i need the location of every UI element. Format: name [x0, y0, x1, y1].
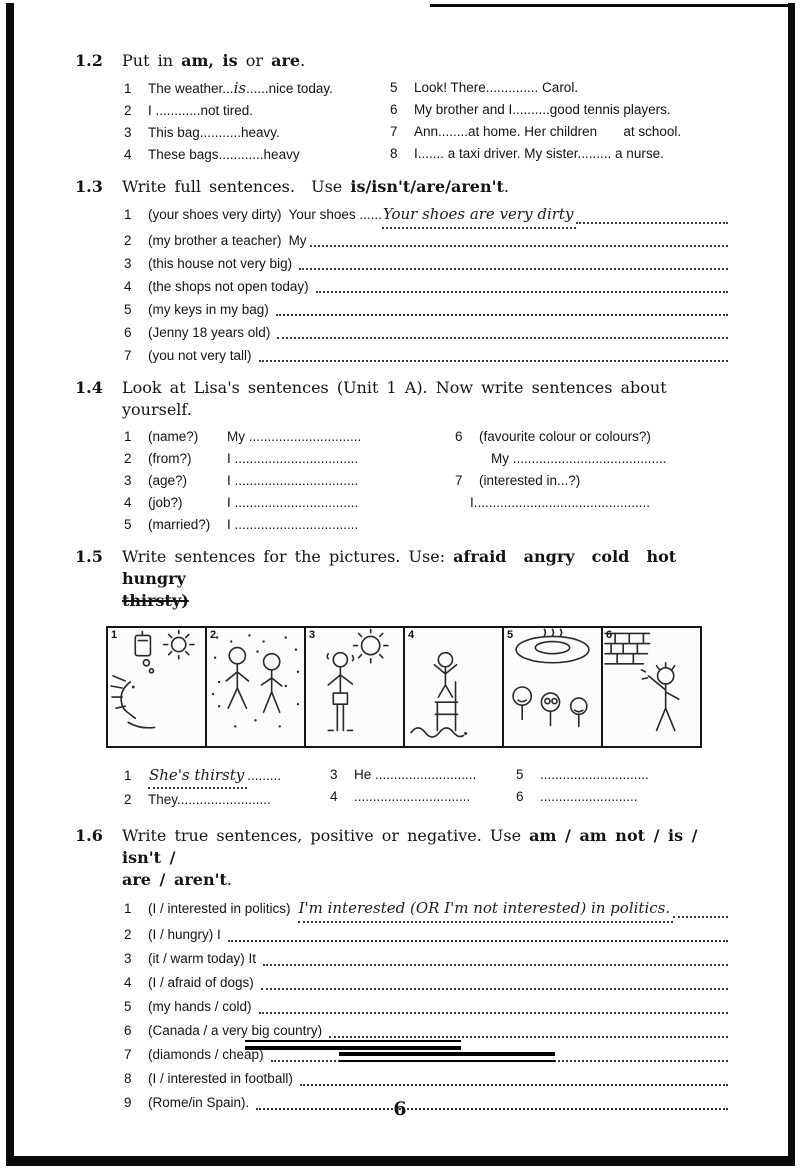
- item-number: 4: [124, 975, 132, 990]
- picture-cold-people: [207, 628, 306, 746]
- item-prompt: (age?): [148, 473, 188, 488]
- handwritten-answer: She's thirsty: [148, 764, 247, 789]
- handwritten-answer: Your shoes are very dirty: [382, 203, 577, 229]
- picture-strip: [106, 626, 702, 748]
- answer-line: I...............................................: [470, 495, 651, 510]
- dotted-answer-line: [263, 964, 728, 966]
- exercise-1-5: [75, 546, 728, 811]
- item-prompt: (from?): [148, 451, 192, 466]
- item-number: 2: [124, 103, 132, 118]
- cold-drawing: [207, 628, 304, 746]
- item-text: Look! There.............. Carol.: [414, 80, 579, 95]
- item-number: 2: [124, 792, 132, 807]
- answer-line: I .................................: [227, 473, 359, 488]
- exercise-item: [390, 121, 728, 143]
- item-prompt: (favourite colour or colours?): [479, 429, 651, 444]
- answer-line: My ..............................: [227, 429, 362, 444]
- item-text: My brother and I..........good tennis players.: [414, 102, 671, 117]
- exercise-1-3: [75, 176, 728, 367]
- picture-angry-man-at-wall: [603, 628, 700, 746]
- dotted-answer-line: [259, 360, 728, 362]
- item-number: 5: [124, 302, 132, 317]
- answer-line: I .................................: [227, 517, 359, 532]
- item-number: 3: [124, 256, 132, 271]
- item-text: They.........................: [148, 792, 271, 807]
- exercise-item: [124, 321, 728, 344]
- panel-number: 4: [408, 629, 415, 641]
- item-prompt: (this house not very big): [148, 256, 293, 271]
- item-text: ...............................: [354, 789, 471, 804]
- item-number: 3: [124, 951, 132, 966]
- item-number: 1: [124, 429, 132, 444]
- panel-number: 5: [507, 629, 514, 641]
- item-text: The weather...is......nice today.: [148, 79, 333, 97]
- item-number: 2: [124, 233, 132, 248]
- exercise-item: [390, 99, 728, 121]
- item-text: .........: [247, 768, 282, 783]
- item-number: 7: [455, 473, 463, 488]
- exercise-item: [124, 1067, 728, 1091]
- item-number: 9: [124, 1095, 132, 1110]
- exercise-item: [124, 448, 446, 470]
- crossed-out-word: thirsty): [122, 591, 189, 610]
- item-prompt: (Canada / a very big country): [148, 1023, 323, 1038]
- dotted-answer-line: [300, 1084, 728, 1086]
- exercise-item: [124, 100, 390, 122]
- item-number: 6: [124, 1023, 132, 1038]
- exercise-item: [124, 252, 728, 275]
- item-text: .............................: [540, 767, 649, 782]
- exercise-1-2: [75, 50, 728, 166]
- dotted-answer-line: [576, 222, 728, 224]
- item-prompt: (your shoes very dirty): [148, 207, 282, 222]
- panel-number: 1: [111, 629, 118, 641]
- item-prompt: (married?): [148, 517, 211, 532]
- exercise-item: [124, 144, 390, 166]
- decorative-rule-bottom: [339, 1052, 555, 1062]
- item-prompt: (I / interested in politics): [148, 901, 291, 916]
- exercise-item: [124, 995, 728, 1019]
- picture-answers: [124, 764, 728, 811]
- panel-number: 2: [210, 629, 217, 641]
- exercise-item: [455, 492, 728, 514]
- item-number: 7: [390, 124, 398, 139]
- panel-number: 3: [309, 629, 316, 641]
- item-number: 3: [124, 125, 132, 140]
- item-prompt: (I / afraid of dogs): [148, 975, 254, 990]
- exercise-title: Write full sentences. Use is/isn't/are/aren't.: [122, 177, 509, 196]
- item-number: 4: [124, 279, 132, 294]
- item-prompt: (I / interested in football): [148, 1071, 293, 1086]
- item-prompt: (job?): [148, 495, 183, 510]
- item-number: 2: [124, 927, 132, 942]
- item-number: 5: [124, 517, 132, 532]
- picture-afraid-woman-on-chair: [405, 628, 504, 746]
- item-prompt: (it / warm today) It: [148, 951, 257, 966]
- picture-hot-man: [306, 628, 405, 746]
- exercise-item: [516, 764, 728, 786]
- dotted-answer-line: [259, 1012, 728, 1014]
- item-number: 6: [124, 325, 132, 340]
- item-number: 4: [330, 789, 338, 804]
- answer-line: I .................................: [227, 451, 359, 466]
- exercise-item: [330, 764, 516, 786]
- exercise-number: 1.4: [75, 378, 103, 397]
- item-number: 8: [124, 1071, 132, 1086]
- dotted-answer-line: [299, 268, 728, 270]
- item-number: 3: [124, 473, 132, 488]
- hot-drawing: [306, 628, 403, 746]
- picture-hungry-family: [504, 628, 603, 746]
- exercise-1-4: [75, 377, 728, 536]
- exercise-item: [124, 492, 446, 514]
- exercise-item: [124, 896, 728, 923]
- item-text: ..........................: [540, 789, 638, 804]
- scan-border-bottom: [6, 1156, 795, 1166]
- item-number: 6: [455, 429, 463, 444]
- exercise-item: [455, 426, 728, 448]
- exercise-item: [124, 947, 728, 971]
- item-number: 7: [124, 1047, 132, 1062]
- item-number: 3: [330, 767, 338, 782]
- item-prompt: (my keys in my bag): [148, 302, 269, 317]
- answer-line: I .................................: [227, 495, 359, 510]
- dotted-answer-line: [310, 245, 728, 247]
- exercise-title: Look at Lisa's sentences (Unit 1 A). Now write sentences about yourself.: [122, 378, 675, 419]
- exercise-title: Write sentences for the pictures. Use: afraid angry cold hot hungry thirsty): [122, 547, 694, 610]
- exercise-number: 1.3: [75, 177, 103, 196]
- dotted-answer-line: [276, 314, 728, 316]
- item-number: 4: [124, 495, 132, 510]
- item-number: 1: [124, 901, 132, 916]
- exercise-number: 1.2: [75, 51, 103, 70]
- item-prompt: (diamonds / cheap): [148, 1047, 264, 1062]
- picture-thirsty-woman: [108, 628, 207, 746]
- exercise-item: [124, 203, 728, 229]
- exercise-1-6: [75, 825, 728, 1115]
- decorative-rule-top: [245, 1040, 461, 1050]
- panel-number: 6: [606, 629, 613, 641]
- exercise-item: [124, 122, 390, 144]
- angry-drawing: [603, 628, 700, 746]
- exercise-item: [124, 514, 446, 536]
- exercise-item: [455, 448, 728, 470]
- thirsty-drawing: [108, 628, 205, 746]
- dotted-answer-line: [329, 1036, 728, 1038]
- exercise-item: [390, 143, 728, 165]
- item-number: 8: [390, 146, 398, 161]
- answer-line: My .........................................: [491, 451, 667, 466]
- handwritten-answer: is: [233, 79, 247, 97]
- item-number: 6: [390, 102, 398, 117]
- item-number: 2: [124, 451, 132, 466]
- exercise-item: [390, 77, 728, 99]
- exercise-item: [124, 971, 728, 995]
- exercise-title: Write true sentences, positive or negative. Use am / am not / is / isn't / are / aren't.: [122, 826, 707, 889]
- item-number: 5: [390, 80, 398, 95]
- page-number: 6: [393, 1098, 407, 1120]
- item-text: Ann........at home. Her children at school.: [414, 124, 682, 139]
- item-text: He ...........................: [354, 767, 477, 782]
- exercise-item: [124, 77, 390, 100]
- exercise-item: [124, 764, 330, 789]
- exercise-item: [124, 298, 728, 321]
- item-prompt: (my brother a teacher): [148, 233, 282, 248]
- item-prompt: (Jenny 18 years old): [148, 325, 271, 340]
- dotted-answer-line: [277, 337, 728, 339]
- afraid-drawing: [405, 628, 502, 746]
- exercise-item: [516, 786, 728, 808]
- item-text: I....... a taxi driver. My sister......... a nurse.: [414, 146, 664, 161]
- page-content: [75, 50, 728, 1125]
- exercise-number: 1.6: [75, 826, 103, 845]
- exercise-item: [124, 923, 728, 947]
- exercise-item: [124, 344, 728, 367]
- item-text: These bags............heavy: [148, 147, 300, 162]
- scan-border-top: [430, 4, 790, 7]
- item-text: Your shoes ......: [288, 207, 382, 222]
- item-prompt: (Rome/in Spain).: [148, 1095, 250, 1110]
- item-prompt: (I / hungry) I: [148, 927, 221, 942]
- exercise-item: [124, 470, 446, 492]
- item-number: 5: [516, 767, 524, 782]
- item-prompt: (the shops not open today): [148, 279, 309, 294]
- exercise-item: [124, 789, 330, 811]
- item-number: 5: [124, 999, 132, 1014]
- scan-border-left: [6, 3, 14, 1165]
- exercise-item: [124, 229, 728, 252]
- exercise-title: Put in am, is or are.: [122, 51, 306, 70]
- handwritten-answer: I'm interested (OR I'm not interested) in politics.: [298, 896, 674, 923]
- exercise-item: [330, 786, 516, 808]
- scan-border-right: [788, 3, 795, 1165]
- hungry-drawing: [504, 628, 601, 746]
- item-text: I ............not tired.: [148, 103, 254, 118]
- item-number: 1: [124, 207, 132, 222]
- item-number: 7: [124, 348, 132, 363]
- item-number: 1: [124, 81, 132, 96]
- exercise-item: [124, 275, 728, 298]
- exercise-number: 1.5: [75, 547, 103, 566]
- item-number: 1: [124, 768, 132, 783]
- item-prompt: (my hands / cold): [148, 999, 252, 1014]
- item-text: This bag...........heavy.: [148, 125, 280, 140]
- dotted-answer-line: [316, 291, 728, 293]
- item-prompt: (interested in...?): [479, 473, 581, 488]
- item-text: My: [288, 233, 311, 248]
- exercise-item: [124, 426, 446, 448]
- dotted-answer-line: [261, 988, 728, 990]
- dotted-answer-line: [673, 916, 728, 918]
- exercise-item: [455, 470, 728, 492]
- item-number: 6: [516, 789, 524, 804]
- item-prompt: (name?): [148, 429, 199, 444]
- item-prompt: (you not very tall): [148, 348, 252, 363]
- dotted-answer-line: [228, 940, 728, 942]
- item-number: 4: [124, 147, 132, 162]
